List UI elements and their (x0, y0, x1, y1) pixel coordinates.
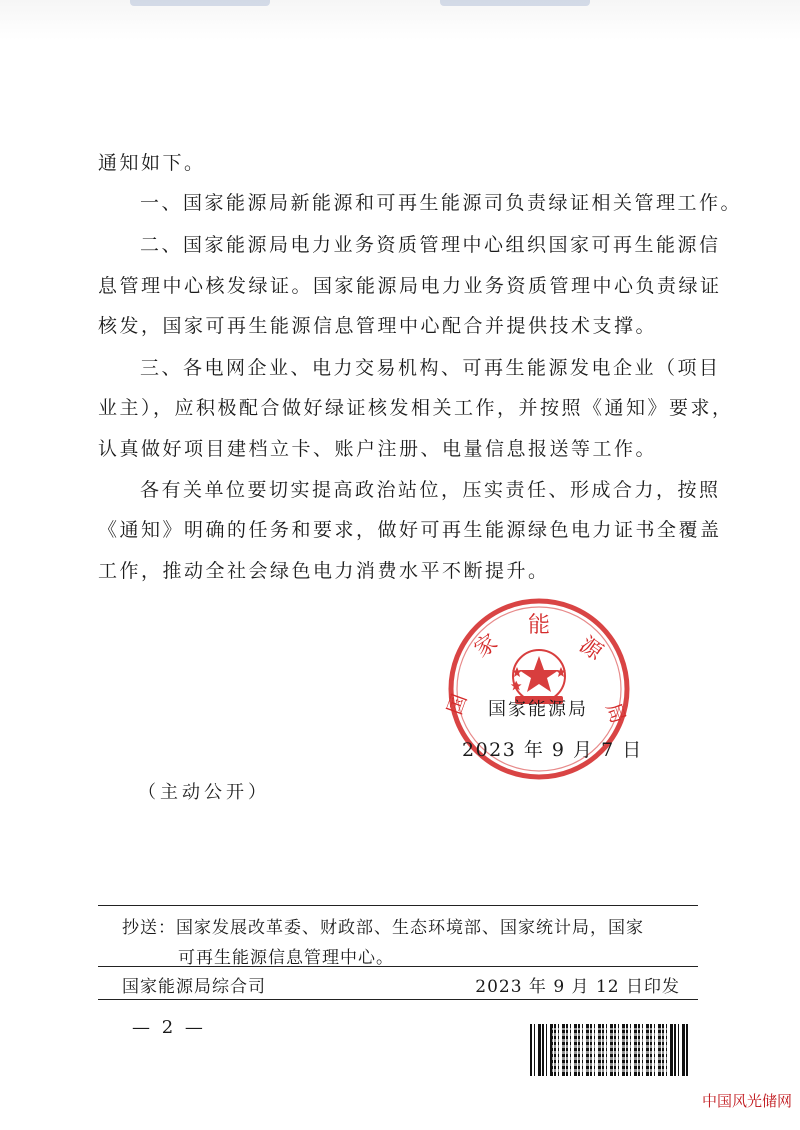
cc-line-2: 可再生能源信息管理中心。 (178, 948, 394, 968)
item-3-line-2: 业主），应积极配合做好绿证核发相关工作，并按照《通知》要求， (98, 397, 734, 419)
watermark: 中国风光储网 (701, 1092, 792, 1110)
issuing-office: 国家能源局综合司 (122, 977, 266, 997)
closing-line-3: 工作，推动全社会绿色电力消费水平不断提升。 (98, 560, 550, 582)
barcode-icon (530, 1024, 690, 1076)
item-2-line-3: 核发，国家可再生能源信息管理中心配合并提供技术支撑。 (98, 315, 658, 337)
closing-line-2: 《通知》明确的任务和要求，做好可再生能源绿色电力证书全覆盖 (98, 519, 722, 541)
svg-text:能: 能 (528, 613, 551, 638)
footer-rule-middle (98, 966, 698, 967)
page-number: — 2 — (132, 1017, 206, 1038)
issue-date: 2023 年 9 月 12 日印发 (475, 977, 680, 997)
svg-text:局: 局 (601, 699, 631, 727)
signature-issuer: 国家能源局 (488, 699, 588, 720)
signature-date: 2023 年 9 月 7 日 (462, 739, 643, 761)
top-edge-mark (440, 0, 590, 6)
disclosure-label: （主动公开） (138, 782, 270, 803)
item-3-line-3: 认真做好项目建档立卡、账户注册、电量信息报送等工作。 (98, 438, 658, 460)
intro-tail: 通知如下。 (98, 152, 206, 174)
footer-rule-bottom (98, 999, 698, 1000)
item-3-line-1: 三、各电网企业、电力交易机构、可再生能源发电企业（项目 (140, 357, 721, 379)
svg-text:源: 源 (574, 632, 607, 666)
footer-rule-top (98, 905, 698, 906)
cc-line-1: 抄送：国家发展改革委、财政部、生态环境部、国家统计局，国家 (122, 918, 644, 938)
closing-line-1: 各有关单位要切实提高政治站位，压实责任、形成合力，按照 (140, 479, 721, 501)
svg-text:家: 家 (470, 629, 503, 663)
item-1: 一、国家能源局新能源和可再生能源司负责绿证相关管理工作。 (140, 192, 743, 214)
item-2-line-2: 息管理中心核发绿证。国家能源局电力业务资质管理中心负责绿证 (98, 275, 722, 297)
top-edge-mark (130, 0, 270, 6)
item-2-line-1: 二、国家能源局电力业务资质管理中心组织国家可再生能源信 (140, 234, 721, 256)
svg-text:国: 国 (442, 690, 472, 718)
